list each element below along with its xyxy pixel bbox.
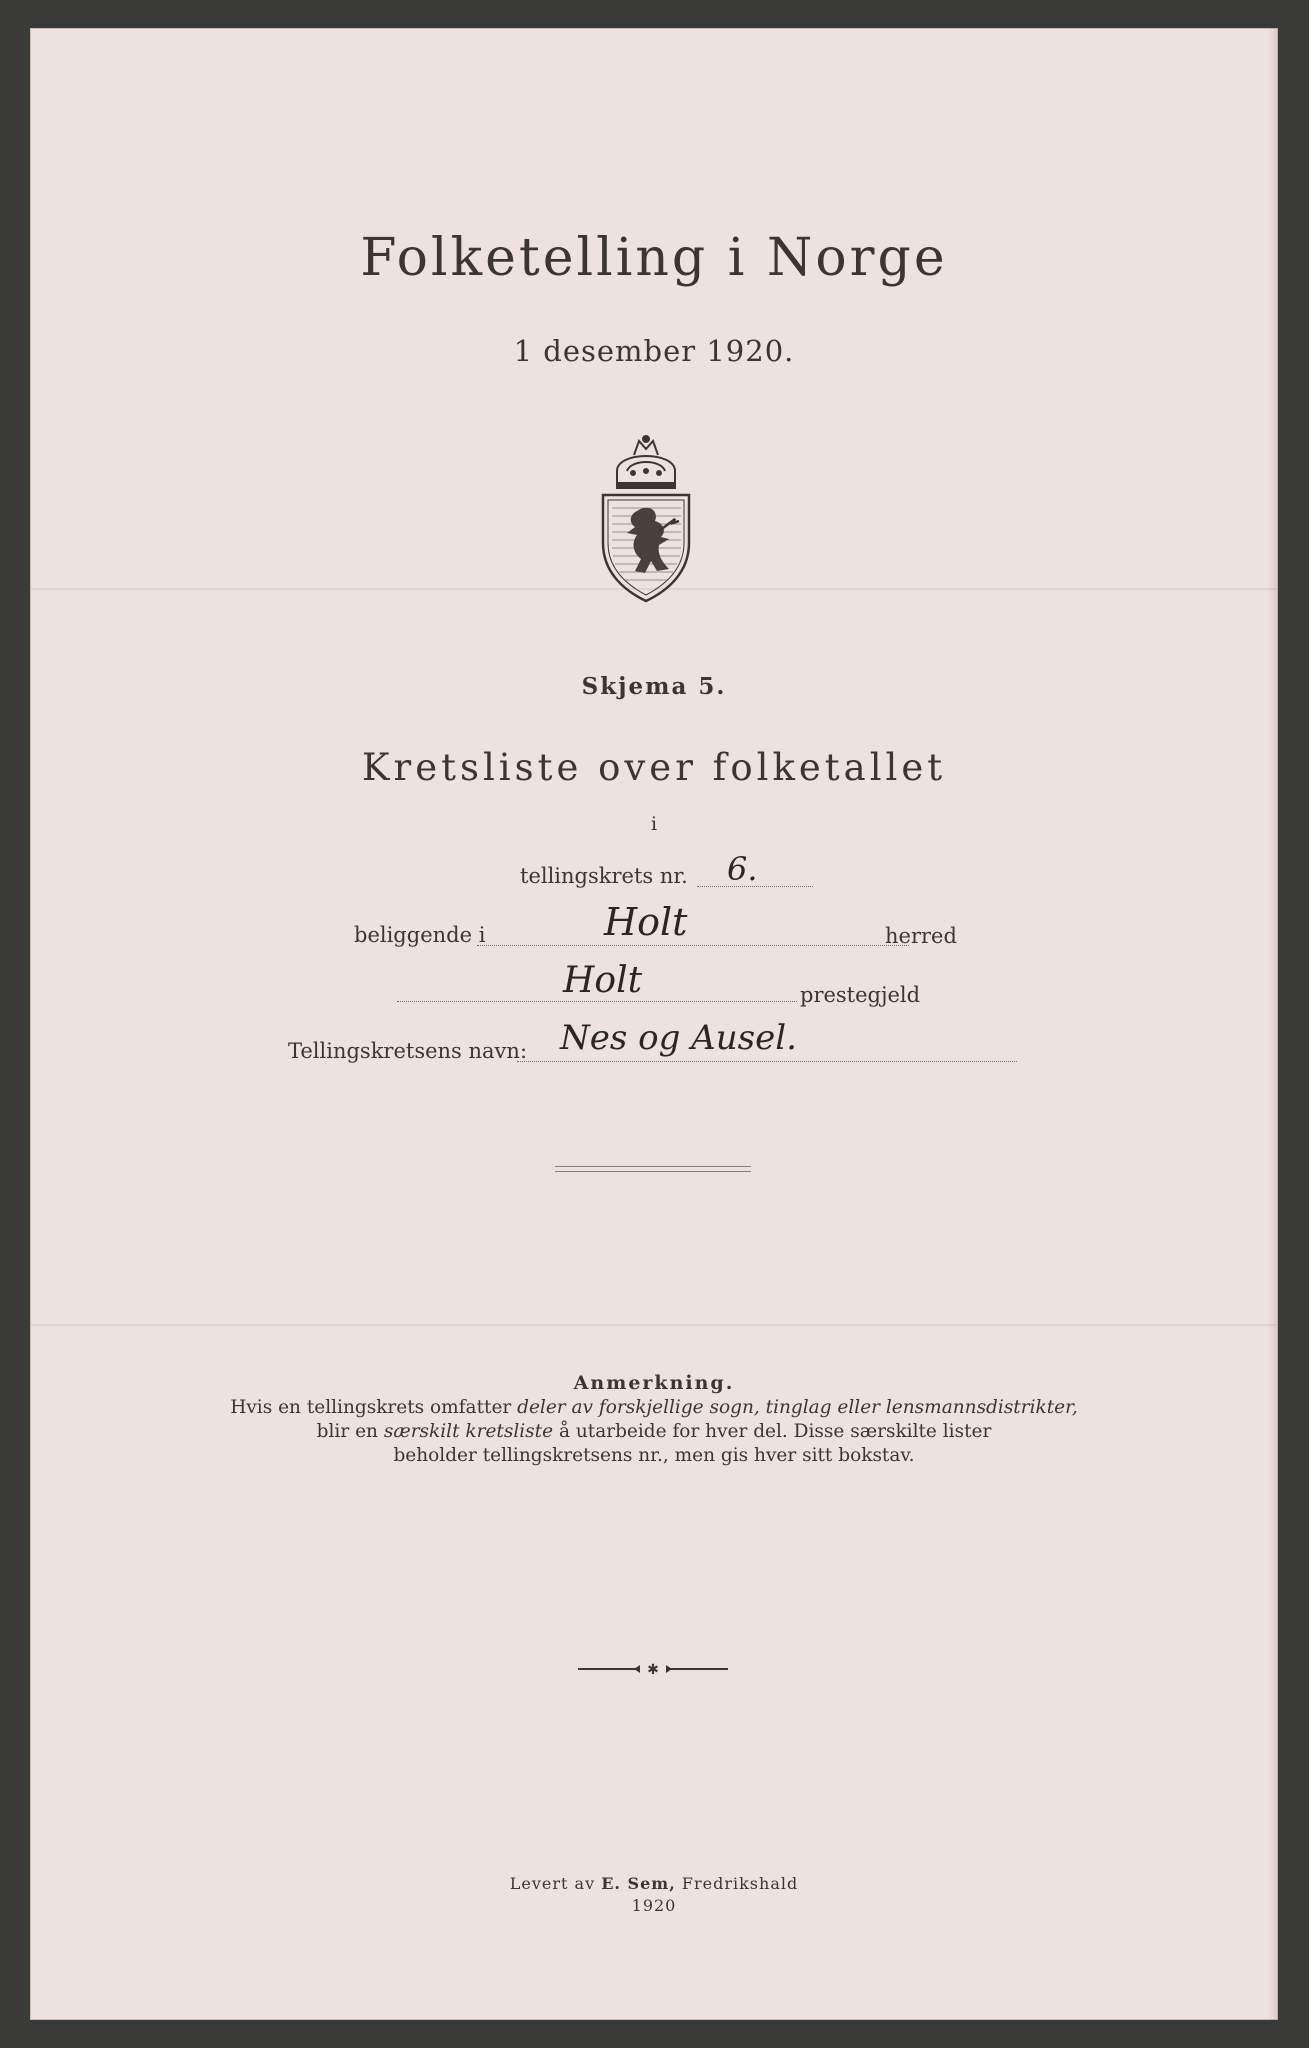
note-text: å utarbeide for hver del. Disse særskilte lister [553, 1421, 992, 1442]
paper-fold [30, 1324, 1278, 1327]
document-title: Folketelling i Norge [360, 228, 948, 288]
paper-edge [1268, 28, 1278, 2020]
printer-credit [30, 1874, 1278, 1893]
district-name-label: Tellingskretsens navn: [288, 1039, 528, 1063]
printer-place: Fredrikshald [675, 1874, 799, 1893]
note-line-2 [30, 1421, 1278, 1442]
district-number-value: 6. [727, 850, 758, 888]
note-line-1 [30, 1397, 1278, 1418]
note-text: blir en [316, 1421, 384, 1442]
herred-label: herred [885, 924, 957, 948]
note-line-3: beholder tellingskretsens nr., men gis hver sitt bokstav. [393, 1445, 915, 1466]
form-heading: Kretsliste over folketallet [361, 746, 947, 789]
svg-text:✱: ✱ [647, 1662, 659, 1676]
located-in-value: Holt [604, 900, 688, 944]
located-in-label: beliggende i [354, 923, 486, 947]
district-number-label: tellingskrets nr. [520, 864, 688, 888]
district-name-line [517, 1061, 1017, 1062]
double-rule-divider [555, 1166, 751, 1172]
form-preposition: i [650, 813, 658, 835]
located-in-line [477, 945, 909, 946]
printer-text: Levert av [509, 1874, 602, 1893]
note-emphasis: særskilt kretsliste [383, 1421, 554, 1442]
note-heading: Anmerkning. [573, 1372, 735, 1394]
decorative-divider-icon [578, 1662, 728, 1676]
note-emphasis: deler av forskjellige sogn, tinglag eller lensmannsdistrikter, [517, 1397, 1078, 1418]
census-form-sheet [30, 28, 1278, 2020]
parish-line [397, 1001, 797, 1002]
norwegian-coat-of-arms-icon [597, 433, 695, 603]
district-name-value: Nes og Ausel. [560, 1018, 797, 1058]
printer-name: E. Sem, [601, 1874, 676, 1893]
parish-value: Holt [563, 960, 643, 1001]
note-text: Hvis en tellingskrets omfatter [230, 1397, 518, 1418]
parish-label: prestegjeld [800, 983, 921, 1007]
schema-number: Skjema 5. [581, 673, 727, 700]
printer-year: 1920 [631, 1896, 677, 1915]
document-date: 1 desember 1920. [513, 334, 795, 368]
